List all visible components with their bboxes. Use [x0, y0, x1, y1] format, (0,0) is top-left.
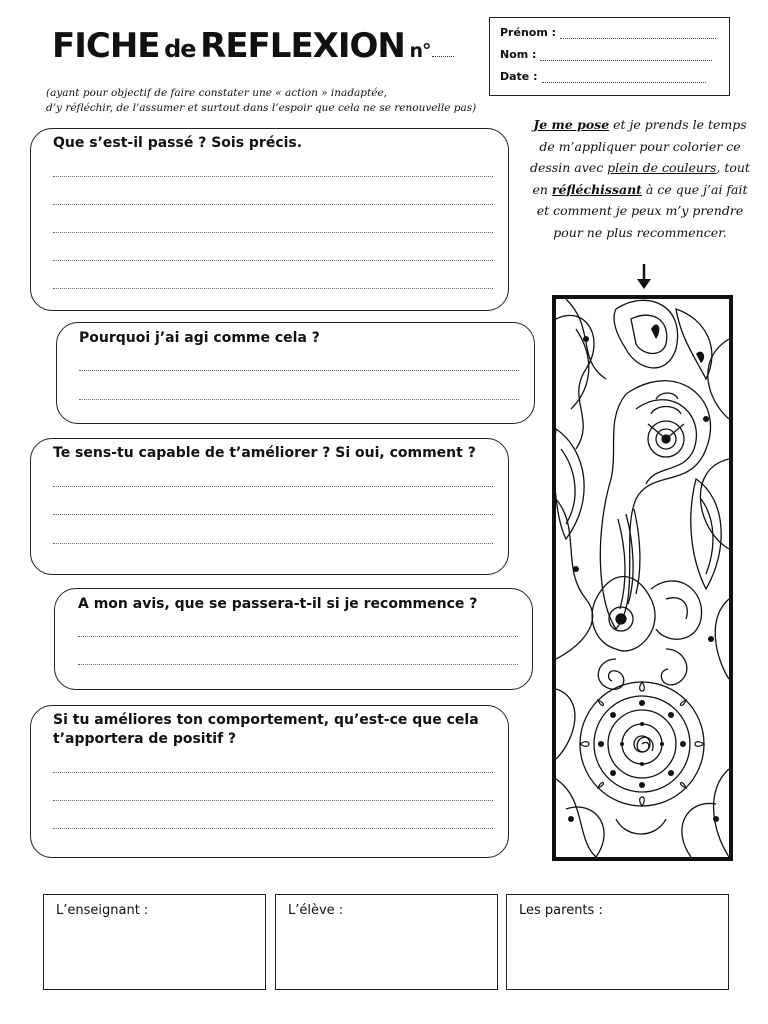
answer-line[interactable] [78, 636, 518, 637]
date-label: Date : [500, 70, 538, 83]
answer-line[interactable] [53, 772, 493, 773]
signature-box-student[interactable] [275, 894, 498, 990]
instr-reflechissant: réfléchissant [551, 181, 642, 197]
question-2-text: Pourquoi j’ai agi comme cela ? [79, 330, 320, 346]
question-5-text: Si tu améliores ton comportement, qu’est-ce que cela t’apportera de positif ? [53, 712, 479, 747]
instr-text-3: à ce que j’ai fait et comment je peux m’y prendre pour ne plus recommencer. [536, 181, 748, 240]
answer-line[interactable] [53, 288, 493, 289]
firstname-row [500, 26, 716, 39]
question-box-5 [30, 705, 509, 858]
signature-student-label: L’élève : [288, 903, 344, 918]
title-de: de [164, 35, 196, 63]
answer-line[interactable] [78, 664, 518, 665]
signature-box-teacher[interactable] [43, 894, 266, 990]
identity-box [489, 17, 730, 96]
arrow-down-icon [636, 264, 652, 290]
title-number-label: n° [409, 40, 431, 62]
title-fiche: FICHE [52, 26, 160, 66]
instr-plein-de-couleurs: plein de couleurs [607, 160, 717, 175]
answer-line[interactable] [53, 232, 493, 233]
answer-line[interactable] [53, 514, 493, 515]
question-box-4 [54, 588, 533, 690]
mandala-drawing[interactable] [552, 295, 733, 861]
subtitle-line-2: d’y réfléchir, de l’assumer et surtout dans l’espoir que cela ne se renouvelle pas) [46, 102, 477, 114]
page-title [52, 26, 454, 66]
question-box-1 [30, 128, 509, 311]
answer-line[interactable] [53, 828, 493, 829]
answer-line[interactable] [79, 399, 519, 400]
firstname-field[interactable] [560, 29, 716, 39]
question-1-text: Que s’est-il passé ? Sois précis. [53, 135, 303, 151]
name-field[interactable] [540, 51, 712, 61]
subtitle [46, 86, 496, 116]
signature-teacher-label: L’enseignant : [56, 903, 149, 918]
name-label: Nom : [500, 48, 537, 61]
title-number-field[interactable] [432, 56, 454, 57]
date-field[interactable] [542, 73, 706, 83]
answer-line[interactable] [53, 543, 493, 544]
question-3-text: Te sens-tu capable de t’améliorer ? Si oui, comment ? [53, 445, 476, 461]
answer-line[interactable] [79, 370, 519, 371]
instr-text-2: , tout en [532, 160, 750, 197]
question-4-text: A mon avis, que se passera-t-il si je recommence ? [78, 596, 478, 612]
answer-line[interactable] [53, 486, 493, 487]
mandala-pattern [556, 299, 729, 857]
title-reflexion: REFLEXION [200, 26, 405, 66]
coloring-instructions [527, 114, 753, 243]
firstname-label: Prénom : [500, 26, 557, 39]
answer-line[interactable] [53, 260, 493, 261]
answer-line[interactable] [53, 204, 493, 205]
question-box-3 [30, 438, 509, 575]
name-row [500, 48, 712, 61]
answer-line[interactable] [53, 176, 493, 177]
signature-parents-label: Les parents : [519, 903, 603, 918]
instr-text-1: et je prends le temps de m’appliquer pour colorier ce dessin avec [530, 117, 747, 175]
question-box-2 [56, 322, 535, 424]
date-row [500, 70, 706, 83]
instr-je-me-pose: Je me pose [533, 117, 610, 132]
answer-line[interactable] [53, 800, 493, 801]
signature-box-parents[interactable] [506, 894, 729, 990]
subtitle-line-1: (ayant pour objectif de faire constater une « action » inadaptée, [46, 87, 388, 99]
